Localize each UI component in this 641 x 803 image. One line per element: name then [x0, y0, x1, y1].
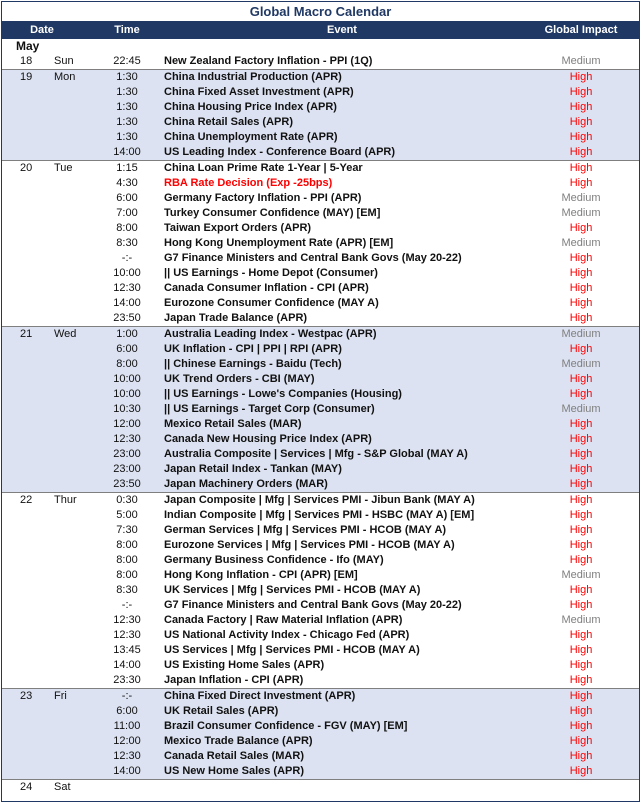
- event-time: 12:00: [113, 418, 141, 430]
- event-name: Germany Business Confidence - Ifo (MAY): [164, 554, 384, 566]
- table-row: [2, 462, 639, 477]
- impact-level: Medium: [561, 328, 601, 340]
- table-row: [2, 764, 639, 779]
- table-row: [2, 780, 639, 795]
- impact-level: High: [569, 388, 593, 400]
- event-name: Canada Factory | Raw Material Inflation (APR): [164, 614, 403, 626]
- impact-level: High: [569, 267, 593, 279]
- table-row: [2, 673, 639, 688]
- impact-level: High: [569, 539, 593, 551]
- date-day: 18: [20, 55, 33, 67]
- event-name: Eurozone Services | Mfg | Services PMI - HCOB (MAY A): [164, 539, 455, 551]
- event-time: 5:00: [116, 509, 138, 521]
- event-time: 11:00: [113, 720, 141, 732]
- month-label: May: [16, 39, 40, 53]
- table-row: [2, 54, 639, 69]
- impact-level: High: [569, 644, 593, 656]
- day-group: [2, 492, 639, 688]
- table-row: [2, 643, 639, 658]
- table-row: [2, 161, 639, 176]
- impact-level: High: [569, 86, 593, 98]
- event-time: 1:00: [116, 328, 138, 340]
- event-time: 10:30: [113, 403, 141, 415]
- event-time: 1:30: [116, 131, 138, 143]
- table-row: [2, 658, 639, 673]
- table-row: [2, 357, 639, 372]
- header-event: Event: [327, 24, 357, 36]
- table-row: [2, 719, 639, 734]
- event-time: 1:30: [116, 86, 138, 98]
- event-time: 12:00: [113, 735, 141, 747]
- table-row: [2, 251, 639, 266]
- impact-level: High: [569, 629, 593, 641]
- table-row: [2, 100, 639, 115]
- event-name: || US Earnings - Home Depot (Consumer): [164, 267, 378, 279]
- day-groups: [2, 54, 639, 795]
- event-time: 14:00: [113, 659, 141, 671]
- event-time: 23:00: [113, 463, 141, 475]
- impact-level: High: [569, 222, 593, 234]
- date-weekday: Thur: [54, 494, 77, 506]
- table-row: [2, 689, 639, 704]
- table-row: [2, 176, 639, 191]
- event-name: German Services | Mfg | Services PMI - HCOB (MAY A): [164, 524, 447, 536]
- event-name: Canada Consumer Inflation - CPI (APR): [164, 282, 369, 294]
- event-time: 13:45: [113, 644, 141, 656]
- event-name: G7 Finance Ministers and Central Bank Govs (May 20-22): [164, 599, 462, 611]
- event-name: || Chinese Earnings - Baidu (Tech): [164, 358, 342, 370]
- event-time: 14:00: [113, 146, 141, 158]
- table-row: [2, 523, 639, 538]
- event-time: -:-: [121, 599, 133, 611]
- table-row: [2, 598, 639, 613]
- impact-level: Medium: [561, 207, 601, 219]
- impact-level: High: [569, 433, 593, 445]
- event-name: Australia Composite | Services | Mfg - S&P Global (MAY A): [164, 448, 468, 460]
- impact-level: High: [569, 131, 593, 143]
- event-time: 10:00: [113, 267, 141, 279]
- table-row: [2, 221, 639, 236]
- impact-level: High: [569, 162, 593, 174]
- impact-level: High: [569, 690, 593, 702]
- event-time: 8:00: [116, 569, 138, 581]
- event-time: 8:00: [116, 539, 138, 551]
- event-name: Brazil Consumer Confidence - FGV (MAY) [EM]: [164, 720, 408, 732]
- table-row: [2, 734, 639, 749]
- impact-level: High: [569, 720, 593, 732]
- event-time: 14:00: [113, 765, 141, 777]
- table-row: [2, 130, 639, 145]
- table-row: [2, 402, 639, 417]
- date-day: 24: [20, 781, 33, 793]
- event-time: 22:45: [113, 55, 141, 67]
- event-name: UK Inflation - CPI | PPI | RPI (APR): [164, 343, 342, 355]
- event-time: 4:30: [116, 177, 138, 189]
- event-name: China Fixed Asset Investment (APR): [164, 86, 354, 98]
- impact-level: High: [569, 509, 593, 521]
- event-name: Turkey Consumer Confidence (MAY) [EM]: [164, 207, 381, 219]
- table-row: [2, 538, 639, 553]
- impact-level: High: [569, 735, 593, 747]
- event-name: China Industrial Production (APR): [164, 71, 342, 83]
- event-name: UK Trend Orders - CBI (MAY): [164, 373, 315, 385]
- impact-level: High: [569, 599, 593, 611]
- table-row: [2, 613, 639, 628]
- event-name: China Unemployment Rate (APR): [164, 131, 338, 143]
- impact-level: Medium: [561, 614, 601, 626]
- impact-level: High: [569, 343, 593, 355]
- impact-level: Medium: [561, 237, 601, 249]
- impact-level: High: [569, 448, 593, 460]
- event-name: G7 Finance Ministers and Central Bank Govs (May 20-22): [164, 252, 462, 264]
- impact-level: High: [569, 116, 593, 128]
- event-time: 8:00: [116, 222, 138, 234]
- event-time: 7:30: [116, 524, 138, 536]
- impact-level: High: [569, 478, 593, 490]
- event-time: -:-: [121, 252, 133, 264]
- event-name: Canada Retail Sales (MAR): [164, 750, 304, 762]
- impact-level: High: [569, 494, 593, 506]
- table-row: [2, 749, 639, 764]
- event-name: US Leading Index - Conference Board (APR): [164, 146, 396, 158]
- table-row: [2, 553, 639, 568]
- date-weekday: Tue: [54, 162, 73, 174]
- event-name: Taiwan Export Orders (APR): [164, 222, 312, 234]
- table-row: [2, 447, 639, 462]
- table-row: [2, 628, 639, 643]
- date-weekday: Wed: [54, 328, 77, 340]
- impact-level: Medium: [561, 569, 601, 581]
- date-day: 20: [20, 162, 33, 174]
- table-row: [2, 191, 639, 206]
- event-time: 1:15: [116, 162, 138, 174]
- event-name: Japan Trade Balance (APR): [164, 312, 308, 324]
- table-row: [2, 327, 639, 342]
- date-day: 23: [20, 690, 33, 702]
- table-row: [2, 145, 639, 160]
- table-row: [2, 493, 639, 508]
- event-name: China Loan Prime Rate 1-Year | 5-Year: [164, 162, 363, 174]
- impact-level: High: [569, 252, 593, 264]
- event-name: Mexico Retail Sales (MAR): [164, 418, 302, 430]
- event-name: US New Home Sales (APR): [164, 765, 304, 777]
- impact-level: High: [569, 765, 593, 777]
- date-weekday: Mon: [54, 71, 76, 83]
- event-name: New Zealand Factory Inflation - PPI (1Q): [164, 55, 373, 67]
- impact-level: High: [569, 750, 593, 762]
- table-row: [2, 417, 639, 432]
- event-time: 0:30: [116, 494, 138, 506]
- event-name: US Existing Home Sales (APR): [164, 659, 325, 671]
- date-weekday: Sat: [54, 781, 71, 793]
- event-name: Japan Composite | Mfg | Services PMI - Jibun Bank (MAY A): [164, 494, 475, 506]
- impact-level: High: [569, 146, 593, 158]
- event-time: 7:00: [116, 207, 138, 219]
- table-row: [2, 387, 639, 402]
- event-name: Mexico Trade Balance (APR): [164, 735, 313, 747]
- event-time: 6:00: [116, 192, 138, 204]
- impact-level: Medium: [561, 403, 601, 415]
- event-name: Eurozone Consumer Confidence (MAY A): [164, 297, 379, 309]
- header-date: Date: [30, 24, 54, 36]
- impact-level: High: [569, 418, 593, 430]
- calendar-title: Global Macro Calendar: [2, 2, 639, 22]
- event-time: 23:30: [113, 674, 141, 686]
- event-name: China Retail Sales (APR): [164, 116, 293, 128]
- event-time: 12:30: [113, 433, 141, 445]
- event-time: 12:30: [113, 614, 141, 626]
- event-time: 10:00: [113, 373, 141, 385]
- event-time: 23:50: [113, 312, 141, 324]
- impact-level: High: [569, 674, 593, 686]
- event-time: 8:30: [116, 237, 138, 249]
- day-group: [2, 160, 639, 326]
- table-row: [2, 85, 639, 100]
- event-time: 1:30: [116, 116, 138, 128]
- event-name: US Services | Mfg | Services PMI - HCOB (MAY A): [164, 644, 420, 656]
- impact-level: Medium: [561, 192, 601, 204]
- event-time: 23:50: [113, 478, 141, 490]
- event-time: 1:30: [116, 101, 138, 113]
- impact-level: Medium: [561, 358, 601, 370]
- impact-level: Medium: [561, 55, 601, 67]
- impact-level: High: [569, 554, 593, 566]
- table-row: [2, 266, 639, 281]
- event-name: UK Services | Mfg | Services PMI - HCOB (MAY A): [164, 584, 421, 596]
- date-day: 22: [20, 494, 33, 506]
- event-time: 14:00: [113, 297, 141, 309]
- event-name: UK Retail Sales (APR): [164, 705, 279, 717]
- event-time: -:-: [121, 690, 133, 702]
- event-name: || US Earnings - Target Corp (Consumer): [164, 403, 375, 415]
- impact-level: High: [569, 373, 593, 385]
- table-row: [2, 311, 639, 326]
- impact-level: High: [569, 312, 593, 324]
- impact-level: High: [569, 584, 593, 596]
- impact-level: High: [569, 524, 593, 536]
- date-day: 21: [20, 328, 33, 340]
- impact-level: High: [569, 705, 593, 717]
- event-name: Germany Factory Inflation - PPI (APR): [164, 192, 362, 204]
- table-row: [2, 342, 639, 357]
- table-row: [2, 583, 639, 598]
- day-group: [2, 688, 639, 779]
- table-row: [2, 372, 639, 387]
- calendar-table: [1, 1, 640, 802]
- impact-level: High: [569, 177, 593, 189]
- event-name: China Fixed Direct Investment (APR): [164, 690, 356, 702]
- event-name: RBA Rate Decision (Exp -25bps): [164, 177, 333, 189]
- table-row: [2, 432, 639, 447]
- event-name: Hong Kong Inflation - CPI (APR) [EM]: [164, 569, 358, 581]
- header-time: Time (GMT): [111, 24, 143, 53]
- impact-level: High: [569, 101, 593, 113]
- table-row: [2, 281, 639, 296]
- table-row: [2, 568, 639, 583]
- event-time: 1:30: [116, 71, 138, 83]
- impact-level: High: [569, 297, 593, 309]
- event-name: Hong Kong Unemployment Rate (APR) [EM]: [164, 237, 394, 249]
- event-name: || US Earnings - Lowe's Companies (Housing): [164, 388, 402, 400]
- event-time: 8:00: [116, 358, 138, 370]
- event-time: 12:30: [113, 750, 141, 762]
- event-time: 12:30: [113, 629, 141, 641]
- event-time: 23:00: [113, 448, 141, 460]
- table-row: [2, 115, 639, 130]
- table-row: [2, 70, 639, 85]
- table-row: [2, 477, 639, 492]
- day-group: [2, 326, 639, 492]
- impact-level: High: [569, 71, 593, 83]
- date-weekday: Fri: [54, 690, 67, 702]
- day-group: [2, 69, 639, 160]
- table-row: [2, 704, 639, 719]
- event-time: 10:00: [113, 388, 141, 400]
- event-name: Indian Composite | Mfg | Services PMI - HSBC (MAY A) [EM]: [164, 509, 475, 521]
- impact-level: High: [569, 282, 593, 294]
- event-time: 8:30: [116, 584, 138, 596]
- table-row: [2, 236, 639, 251]
- event-name: Australia Leading Index - Westpac (APR): [164, 328, 377, 340]
- event-name: Japan Machinery Orders (MAR): [164, 478, 328, 490]
- event-time: 6:00: [116, 705, 138, 717]
- date-weekday: Sun: [54, 55, 74, 67]
- event-name: US National Activity Index - Chicago Fed (APR): [164, 629, 410, 641]
- date-day: 19: [20, 71, 33, 83]
- event-time: 12:30: [113, 282, 141, 294]
- impact-level: High: [569, 659, 593, 671]
- table-row: [2, 296, 639, 311]
- event-time: 8:00: [116, 554, 138, 566]
- table-row: [2, 508, 639, 523]
- event-name: Canada New Housing Price Index (APR): [164, 433, 372, 445]
- header-impact: Global Impact Potential: [544, 24, 618, 53]
- day-group: [2, 779, 639, 795]
- table-row: [2, 206, 639, 221]
- impact-level: High: [569, 463, 593, 475]
- day-group: [2, 54, 639, 69]
- event-name: Japan Inflation - CPI (APR): [164, 674, 304, 686]
- event-name: Japan Retail Index - Tankan (MAY): [164, 463, 342, 475]
- event-name: China Housing Price Index (APR): [164, 101, 337, 113]
- event-time: 6:00: [116, 343, 138, 355]
